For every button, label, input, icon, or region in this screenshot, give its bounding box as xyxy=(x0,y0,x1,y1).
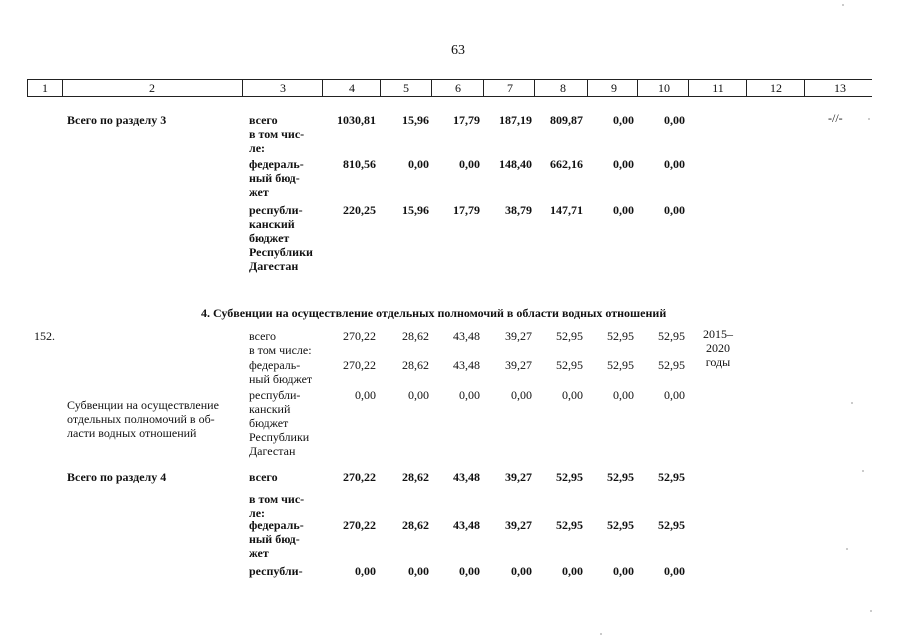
value-cell: 0,00 xyxy=(562,388,583,402)
value-cell: 38,79 xyxy=(505,203,532,217)
value-cell: 17,79 xyxy=(453,113,480,127)
column-header-12: 12 xyxy=(770,81,782,95)
scan-speck xyxy=(846,548,848,550)
row-label-line: федераль- xyxy=(249,518,304,532)
scan-speck xyxy=(868,118,870,120)
value-cell: 0,00 xyxy=(664,564,685,578)
value-cell: 15,96 xyxy=(402,113,429,127)
value-cell: 810,56 xyxy=(343,157,376,171)
row-label-line: бюджет xyxy=(249,416,289,430)
value-cell: 0,00 xyxy=(664,157,685,171)
row-label-line: бюджет xyxy=(249,231,290,245)
column-header-4: 4 xyxy=(349,81,355,95)
value-cell: 0,00 xyxy=(613,388,634,402)
row-label-line: канский xyxy=(249,217,295,231)
value-cell: 809,87 xyxy=(550,113,583,127)
value-cell: 0,00 xyxy=(613,564,634,578)
value-cell: 187,19 xyxy=(499,113,532,127)
period-line: 2015– xyxy=(703,327,733,341)
value-cell: 39,27 xyxy=(505,329,532,343)
value-cell: 0,00 xyxy=(511,564,532,578)
value-cell: 52,95 xyxy=(607,358,634,372)
value-cell: 28,62 xyxy=(402,329,429,343)
period-line: годы xyxy=(705,355,731,369)
value-cell: 52,95 xyxy=(607,470,634,484)
value-cell: 270,22 xyxy=(343,329,376,343)
value-cell: 39,27 xyxy=(505,358,532,372)
value-cell: 0,00 xyxy=(562,564,583,578)
value-cell: 15,96 xyxy=(402,203,429,217)
value-cell: 39,27 xyxy=(505,470,532,484)
column-header-11: 11 xyxy=(712,81,724,95)
value-cell: 43,48 xyxy=(453,329,480,343)
row-label-line: федераль- xyxy=(249,358,301,372)
value-cell: 147,71 xyxy=(550,203,583,217)
value-cell: 270,22 xyxy=(343,470,376,484)
scan-speck xyxy=(600,633,602,635)
value-cell: 0,00 xyxy=(355,564,376,578)
value-cell: 0,00 xyxy=(613,157,634,171)
value-cell: 52,95 xyxy=(658,329,685,343)
row-label-line: федераль- xyxy=(249,157,304,171)
section4-total-label: Всего по разделу 4 xyxy=(67,470,167,484)
row-label-line: в том чис- xyxy=(249,127,305,141)
value-cell: 1030,81 xyxy=(337,113,376,127)
value-cell: 0,00 xyxy=(459,388,480,402)
column-header-6: 6 xyxy=(455,81,461,95)
value-cell: 52,95 xyxy=(556,329,583,343)
value-cell: 39,27 xyxy=(505,518,532,532)
row-label-line: ный бюд- xyxy=(249,171,300,185)
value-cell: 220,25 xyxy=(343,203,376,217)
row-label-line: жет xyxy=(249,546,269,560)
value-cell: 52,95 xyxy=(658,358,685,372)
row-label-line: ный бюджет xyxy=(249,372,313,386)
section3-total-label: Всего по разделу 3 xyxy=(67,113,167,127)
row-label-line: Дагестан xyxy=(249,444,296,458)
row-label-line: всего xyxy=(249,329,277,343)
column-header-13: 13 xyxy=(834,81,846,95)
column-header-3: 3 xyxy=(280,81,286,95)
scan-speck xyxy=(870,610,872,612)
section3-note: -//- xyxy=(828,111,843,125)
value-cell: 52,95 xyxy=(556,470,583,484)
value-cell: 0,00 xyxy=(459,157,480,171)
column-header-9: 9 xyxy=(611,81,617,95)
value-cell: 52,95 xyxy=(658,470,685,484)
column-header-5: 5 xyxy=(403,81,409,95)
value-cell: 52,95 xyxy=(607,518,634,532)
scan-speck xyxy=(862,470,864,472)
row-label-line: республи- xyxy=(249,203,303,217)
value-cell: 43,48 xyxy=(453,470,480,484)
item-description-line: отдельных полномочий в об- xyxy=(67,412,215,426)
row-label-line: в том чис- xyxy=(249,492,305,506)
column-header-1: 1 xyxy=(42,81,48,95)
value-cell: 0,00 xyxy=(408,564,429,578)
column-header-8: 8 xyxy=(560,81,566,95)
item-number: 152. xyxy=(34,329,55,343)
item-description-line: Субвенции на осуществление xyxy=(67,398,219,412)
row-label-line: республи- xyxy=(249,564,303,578)
row-label-line: канский xyxy=(249,402,291,416)
value-cell: 0,00 xyxy=(511,388,532,402)
value-cell: 0,00 xyxy=(355,388,376,402)
row-label-line: всего xyxy=(249,470,278,484)
row-label-line: ле: xyxy=(249,141,266,155)
value-cell: 43,48 xyxy=(453,358,480,372)
row-label-line: ный бюд- xyxy=(249,532,300,546)
value-cell: 0,00 xyxy=(408,157,429,171)
period-line: 2020 xyxy=(706,341,730,355)
value-cell: 0,00 xyxy=(664,113,685,127)
value-cell: 148,40 xyxy=(499,157,532,171)
value-cell: 0,00 xyxy=(408,388,429,402)
value-cell: 28,62 xyxy=(402,518,429,532)
value-cell: 0,00 xyxy=(459,564,480,578)
item-description-line: ласти водных отношений xyxy=(67,426,197,440)
row-label-line: Дагестан xyxy=(249,259,299,273)
page-number: 63 xyxy=(451,43,465,58)
scan-speck xyxy=(851,402,853,404)
row-label-line: ле: xyxy=(249,506,266,520)
value-cell: 662,16 xyxy=(550,157,583,171)
section4-title: 4. Субвенции на осуществление отдельных полномочий в области водных отношений xyxy=(201,306,667,320)
value-cell: 0,00 xyxy=(613,203,634,217)
column-header-10: 10 xyxy=(658,81,670,95)
column-header-2: 2 xyxy=(149,81,155,95)
value-cell: 17,79 xyxy=(453,203,480,217)
value-cell: 0,00 xyxy=(664,388,685,402)
row-label-line: всего xyxy=(249,113,278,127)
value-cell: 52,95 xyxy=(658,518,685,532)
row-label-line: Республики xyxy=(249,245,313,259)
scan-speck xyxy=(842,4,844,6)
value-cell: 270,22 xyxy=(343,518,376,532)
value-cell: 28,62 xyxy=(402,470,429,484)
value-cell: 270,22 xyxy=(343,358,376,372)
value-cell: 43,48 xyxy=(453,518,480,532)
value-cell: 52,95 xyxy=(607,329,634,343)
value-cell: 0,00 xyxy=(613,113,634,127)
row-label-line: республи- xyxy=(249,388,301,402)
value-cell: 28,62 xyxy=(402,358,429,372)
row-label-line: Республики xyxy=(249,430,310,444)
column-header-row xyxy=(27,79,872,97)
row-label-line: в том числе: xyxy=(249,343,312,357)
column-header-7: 7 xyxy=(507,81,513,95)
row-label-line: жет xyxy=(249,185,269,199)
value-cell: 0,00 xyxy=(664,203,685,217)
value-cell: 52,95 xyxy=(556,518,583,532)
value-cell: 52,95 xyxy=(556,358,583,372)
